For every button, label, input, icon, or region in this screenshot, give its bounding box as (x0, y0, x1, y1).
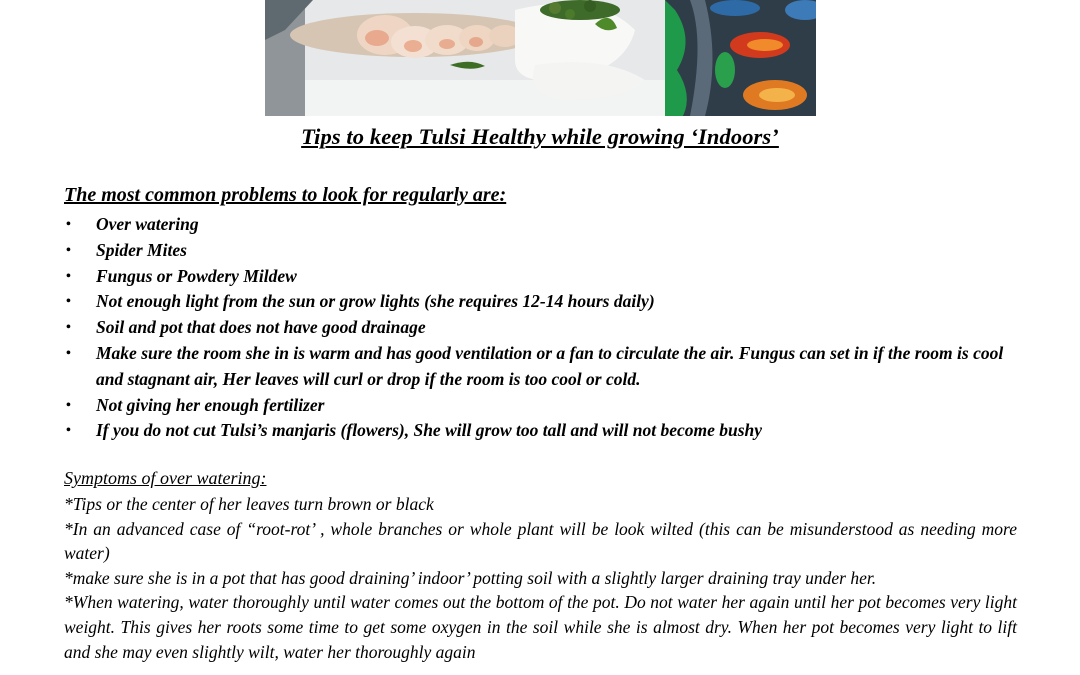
list-item (64, 418, 1024, 444)
bullet-icon: • (66, 294, 71, 310)
list-item (64, 212, 1024, 238)
list-item-text: Not giving her enough fertilizer (96, 394, 325, 415)
bullet-icon: • (66, 242, 71, 258)
document-title: Tips to keep Tulsi Healthy while growing ‘Indoors’ (301, 124, 779, 149)
list-item (64, 238, 1024, 264)
bullet-icon: • (66, 268, 71, 284)
list-item-text: If you do not cut Tulsi’s manjaris (flowers), She will grow too tall and will not become bushy (96, 420, 763, 441)
bullet-icon: • (66, 217, 71, 232)
symptoms-body (64, 492, 1017, 664)
bullet-icon: • (66, 320, 71, 336)
bullet-icon: • (66, 397, 71, 413)
symptom-paragraph: *Tips or the center of her leaves turn brown or black (64, 494, 434, 514)
list-item-text: Fungus or Powdery Mildew (96, 265, 297, 286)
list-item (64, 264, 1024, 290)
symptom-paragraph: *In an advanced case of “root-rot’ , whole branches or whole plant will be look wilted (this can be misunderstood as needing more water) (64, 518, 1017, 564)
header-photo (265, 0, 816, 116)
symptoms-heading: Symptoms of over watering: (64, 468, 267, 488)
list-item (64, 341, 1024, 393)
list-item-text: Over watering (96, 214, 199, 234)
symptom-paragraph: *make sure she is in a pot that has good draining’ indoor’ potting soil with a slightly larger draining tray under her. (64, 567, 877, 588)
list-item-text: Not enough light from the sun or grow lights (she requires 12-14 hours daily) (96, 291, 655, 312)
list-item (64, 289, 1024, 315)
symptom-paragraph: *When watering, water thoroughly until water comes out the bottom of the pot. Do not water her again until her pot becomes very light weight. This gives her roots some time to get some oxygen in the soil while she is almost dry. When her pot becomes very light to lift and she may even slightly wilt, water her thoroughly again (64, 592, 1017, 662)
bullet-icon: • (66, 345, 71, 361)
list-item (64, 393, 1024, 419)
list-item-text: Soil and pot that does not have good drainage (96, 317, 426, 338)
bullet-icon: • (66, 423, 71, 439)
list-item-text: Make sure the room she in is warm and has good ventilation or a fan to circulate the air. Fungus can set in if the room is cool and stagnant air, Her leaves will curl or drop if the room is too cool or cold. (96, 342, 1004, 389)
list-item (64, 315, 1024, 341)
list-item-text: Spider Mites (96, 239, 187, 260)
problems-heading: The most common problems to look for regularly are: (64, 184, 507, 206)
problems-list (64, 212, 1024, 444)
